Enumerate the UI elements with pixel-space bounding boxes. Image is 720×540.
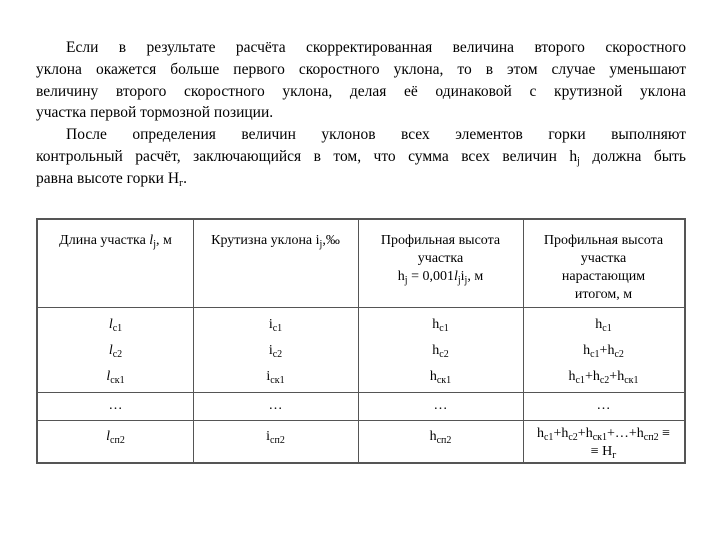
table-cell: $h_{c1}$ [595, 317, 612, 334]
paragraph-2 [36, 124, 686, 189]
table-cell: … [268, 398, 283, 413]
table-cell: $h_{c1}+h_{c2}$ [583, 343, 624, 360]
table-row-divider-2 [38, 420, 684, 421]
table-row-divider-1 [38, 392, 684, 393]
header-profile-height: Профильная высота участка $h_j = 0,001l_ji_j$, м [380, 233, 501, 286]
table-cell: … [108, 398, 123, 413]
paragraph-1 [36, 37, 686, 124]
table-cell: $l_{cк1}$ [106, 369, 125, 386]
paragraph-1-line-1: Если в результате расчёта скорректированная величина второго скоростного [66, 39, 686, 56]
paragraph-1-line-2: уклона окажется больше первого скоростного уклона, то в этом случае уменьшают [36, 60, 686, 78]
paragraph-2-line-1: После определения величин уклонов всех элементов горки выполняют [66, 126, 686, 143]
table-cell: … [596, 398, 611, 413]
header-cumulative-height: Профильная высота участка нарастающим итогом, м [543, 233, 664, 302]
table-cell: $i_{cп2}$ [266, 429, 285, 446]
paragraph-2-line-2: контрольный расчёт, заключающийся в том, что сумма всех величин $h_j$ должна быть [36, 147, 686, 167]
table-cell: $h_{c1}$ [432, 317, 449, 334]
table-col-divider-1 [193, 220, 194, 462]
table-cell: $l_{c2}$ [108, 343, 123, 360]
table-cell: $l_{c1}$ [108, 317, 123, 334]
table-cell: $i_{cк1}$ [266, 369, 285, 386]
header-length: Длина участка $l_j$, м [59, 233, 172, 250]
paragraph-2-line-3: равна высоте горки $H_г$. [36, 169, 188, 189]
header-steepness: Крутизна уклона $i_j,‰$ [211, 233, 340, 250]
table-cell: $h_{cп2}$ [429, 429, 452, 446]
paragraph-1-line-3: величину второго скоростного уклона, делая её одинаковой с крутизной уклона [36, 82, 686, 100]
table-row-divider-header [38, 307, 684, 308]
table-cell: $h_{c1}+h_{c2}+h_{cк1}$ [568, 369, 639, 386]
table-cell: $h_{cк1}$ [429, 369, 452, 386]
data-table [36, 218, 686, 464]
table-cell: $i_{c2}$ [268, 343, 283, 360]
table-cell: $h_{c2}$ [432, 343, 449, 360]
table-cell: … [433, 398, 448, 413]
paragraph-1-line-4: участка первой тормозной позиции. [36, 104, 274, 122]
table-cell: $i_{c1}$ [268, 317, 283, 334]
table-cell: $l_{cп2}$ [106, 429, 125, 446]
table-cell: $h_{c1}+h_{c2}+h_{cк1}+\dots+h_{cп2}$ ≡ ≡ $H_г$ [536, 426, 670, 461]
